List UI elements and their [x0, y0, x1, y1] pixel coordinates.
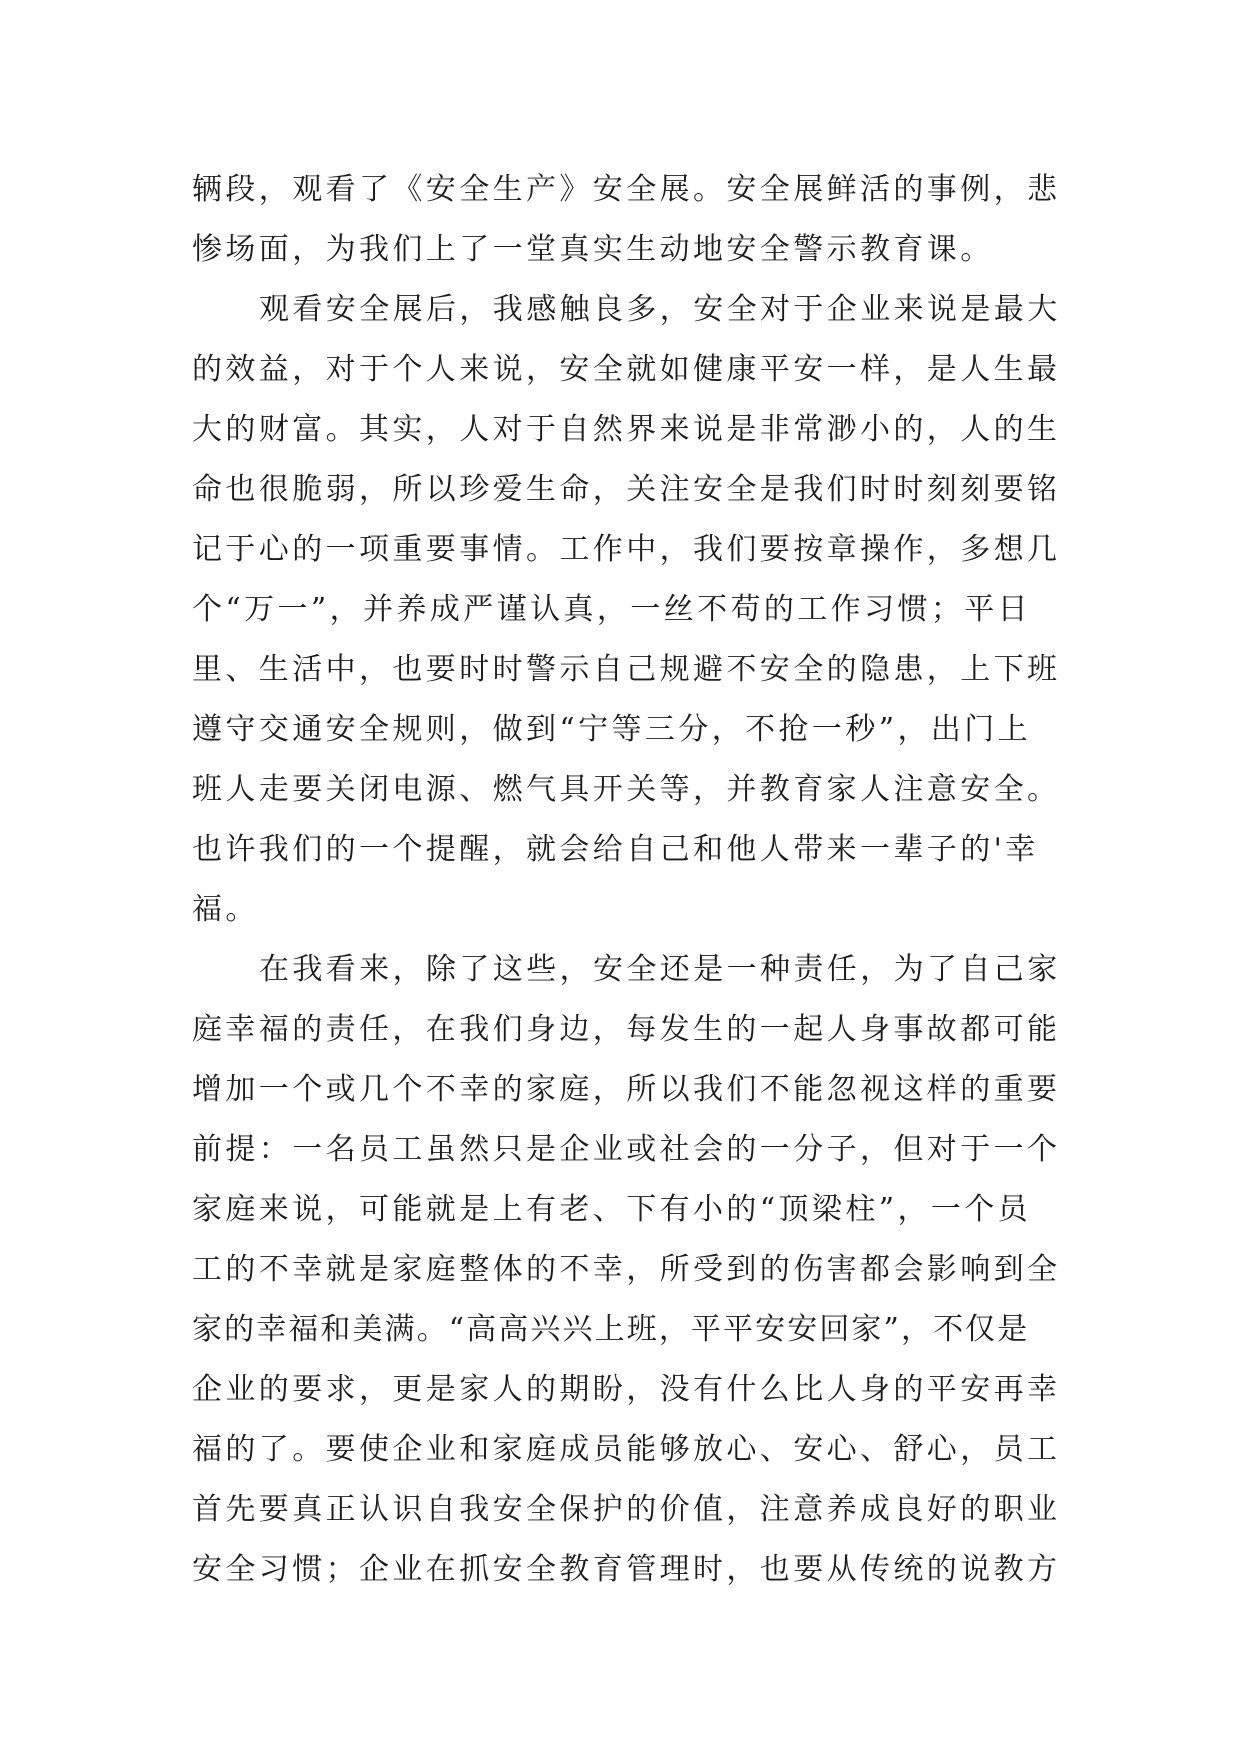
text-line: 前提：一名员工虽然只是企业或社会的一分子，但对于一个: [192, 1132, 1061, 1167]
text-line: 班人走要关闭电源、燃气具开关等，并教育家人注意安全。: [192, 772, 1061, 807]
text-line: 观看安全展后，我感触良多，安全对于企业来说是最大: [259, 292, 1061, 327]
text-line: 在我看来，除了这些，安全还是一种责任，为了自己家: [259, 952, 1061, 987]
text-line: 工的不幸就是家庭整体的不幸，所受到的伤害都会影响到全: [192, 1252, 1061, 1287]
text-line: 福的了。要使企业和家庭成员能够放心、安心、舒心，员工: [192, 1432, 1061, 1467]
document-body: [192, 160, 1072, 1600]
text-line: 首先要真正认识自我安全保护的价值，注意养成良好的职业: [192, 1492, 1061, 1527]
text-line: 安全习惯；企业在抓安全教育管理时，也要从传统的说教方: [192, 1552, 1061, 1587]
text-line: 也许我们的一个提醒，就会给自己和他人带来一辈子的'幸: [192, 832, 1039, 867]
paragraph: [192, 940, 1072, 1600]
text-line: 家庭来说，可能就是上有老、下有小的“顶梁柱”，一个员: [192, 1192, 1032, 1227]
text-line: 企业的要求，更是家人的期盼，没有什么比人身的平安再幸: [192, 1372, 1061, 1407]
text-line: 家的幸福和美满。“高高兴兴上班，平平安安回家”，不仅是: [192, 1312, 1030, 1347]
text-line: 个“万一”，并养成严谨认真，一丝不苟的工作习惯；平日: [192, 592, 1032, 627]
text-line: 惨场面，为我们上了一堂真实生动地安全警示教育课。: [192, 232, 994, 267]
text-line: 福。: [192, 892, 259, 927]
text-line: 遵守交通安全规则，做到“宁等三分，不抢一秒”，出门上: [192, 712, 1032, 747]
text-line: 的效益，对于个人来说，安全就如健康平安一样，是人生最: [192, 352, 1061, 387]
text-line: 命也很脆弱，所以珍爱生命，关注安全是我们时时刻刻要铭: [192, 472, 1061, 507]
text-line: 增加一个或几个不幸的家庭，所以我们不能忽视这样的重要: [192, 1072, 1061, 1107]
text-line: 庭幸福的责任，在我们身边，每发生的一起人身事故都可能: [192, 1012, 1061, 1047]
text-line: 里、生活中，也要时时警示自己规避不安全的隐患，上下班: [192, 652, 1061, 687]
text-line: 大的财富。其实，人对于自然界来说是非常渺小的，人的生: [192, 412, 1061, 447]
paragraph: [192, 160, 1072, 280]
paragraph: [192, 280, 1072, 940]
text-line: 辆段，观看了《安全生产》安全展。安全展鲜活的事例，悲: [192, 172, 1061, 207]
text-line: 记于心的一项重要事情。工作中，我们要按章操作，多想几: [192, 532, 1061, 567]
